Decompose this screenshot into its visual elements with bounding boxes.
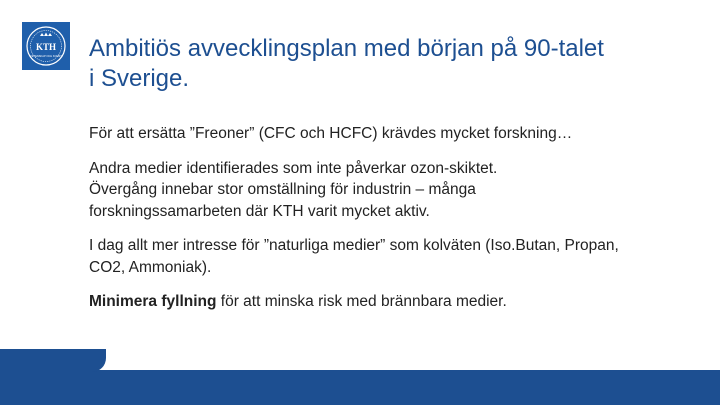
footer-tab: [0, 349, 106, 372]
paragraph-minimize-filling: [89, 291, 714, 313]
paragraph-text: för att minska risk med brännbara medier.: [216, 293, 507, 310]
kth-logo: [22, 22, 70, 70]
title-line-1: Ambitiös avvecklingsplan med början på 90-talet: [89, 35, 604, 62]
paragraph-natural-media: [89, 235, 714, 278]
logo-text: KTH: [35, 42, 57, 52]
paragraph-line: Övergång innebar stor omställning för industrin – många: [89, 181, 476, 198]
paragraph-line: För att ersätta ”Freoner” (CFC och HCFC) krävdes mycket forskning…: [89, 125, 573, 142]
title-line-2: i Sverige.: [89, 65, 190, 92]
paragraph-line: Andra medier identifierades som inte påverkar ozon-skiktet.: [89, 159, 498, 177]
slide-body: [89, 123, 714, 326]
paragraph-other-media: [89, 158, 714, 223]
emphasis-text: Minimera fyllning: [89, 293, 217, 310]
paragraph-line: I dag allt mer intresse för ”naturliga medier” som kolväten (Iso.Butan, Propan,: [89, 237, 619, 254]
paragraph-line: [89, 291, 714, 313]
slide-title: [89, 34, 709, 94]
footer-band: [0, 370, 720, 405]
paragraph-line: CO2, Ammoniak).: [89, 258, 212, 276]
logo-subtext: VETENSKAP OCH KONST: [30, 55, 62, 58]
kth-crest-icon: [24, 24, 68, 68]
paragraph-freoner: [89, 123, 714, 145]
paragraph-line: forskningssamarbeten där KTH varit mycket aktiv.: [89, 202, 430, 220]
footer-curve: [106, 349, 720, 370]
